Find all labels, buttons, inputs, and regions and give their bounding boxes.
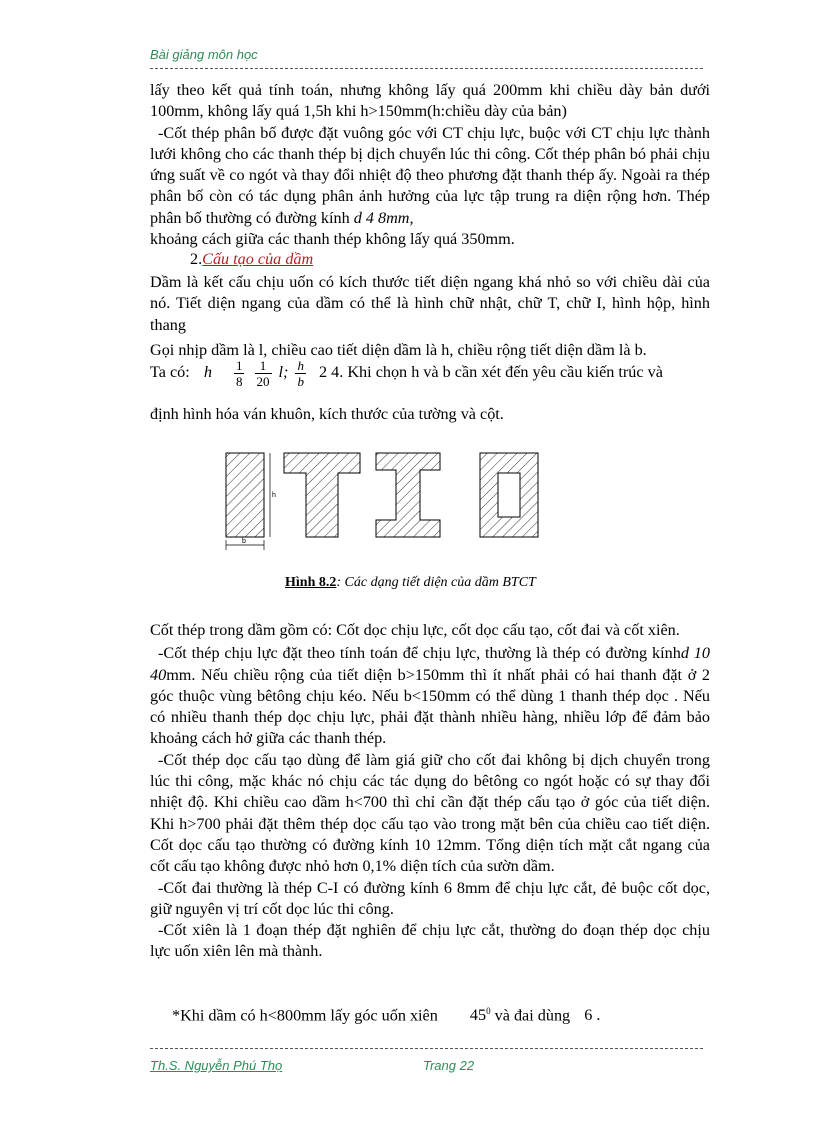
beam-sections-figure: [208, 445, 548, 560]
figure-caption: Hình 8.2: Các dạng tiết diện của dầm BTCT: [285, 575, 536, 590]
block-3: [150, 620, 710, 963]
footer-divider: [150, 1048, 703, 1049]
paragraph: -Cốt thép dọc cấu tạo dùng để làm giá giữ cho cốt đai không bị dịch chuyển trong lúc thi công, mặc khác nó chịu các tác dụng do bêtông co ngót hoặc có sự thay đổi nhiệt độ. Khi chiều cao dầm h<700 thì chỉ cần đặt thép cấu tạo ở góc của tiết diện. Khi h>700 phải đặt thêm thép dọc cấu tạo vào trong mặt bên của chiều cao tiết diện. Cốt dọc cấu tạo thường có đường kính 10 12mm. Tổng diện tích mặt cắt ngang của cốt cấu tạo không được nhỏ hơn 0,1% diện tích của sườn dầm.: [150, 750, 710, 876]
i-section: [376, 453, 440, 537]
block-1: [150, 80, 710, 250]
paragraph: lấy theo kết quả tính toán, nhưng không lấy quá 200mm khi chiều dày bản dưới 100mm, không lấy quá 1,5h khi h>150mm(h:chiều dày của bản): [150, 81, 710, 121]
paragraph: Gọi nhịp dầm là l, chiều cao tiết diện dầm là h, chiều rộng tiết diện dầm là b.: [150, 340, 647, 359]
b-label: b: [242, 538, 246, 545]
footer-page: Trang 22: [423, 1058, 475, 1073]
paragraph: Cốt thép trong dầm gồm có: Cốt dọc chịu lực, cốt dọc cấu tạo, cốt đai và cốt xiên.: [150, 621, 680, 639]
header-divider: [150, 68, 703, 69]
paragraph: khoảng cách giữa các thanh thép không lấy quá 350mm.: [150, 230, 515, 249]
paragraph: -Cốt thép chịu lực đặt theo tính toán để chịu lực, thường là thép có đường kínhd 10 40mm. Nếu chiều rộng của tiết diện b>150mm thì ít nhất phải có hai thanh đặt ở 2 góc thuộc vùng bêtông chịu kéo. Nếu b<150mm có thể dùng 1 thanh thép dọc . Nếu có nhiều thanh thép dọc chịu lực, phải đặt thành nhiều hàng, nhiều lớp để đảm bảo khoảng cách hở giữa các thanh thép.: [150, 644, 710, 748]
paragraph: -Cốt xiên là 1 đoạn thép đặt nghiên để chịu lực cắt, thường do đoạn thép dọc chịu lực uốn xiên lên mà thành.: [150, 921, 710, 961]
section-heading: 2.Cấu tạo của dầm: [190, 250, 314, 268]
t-section: [284, 453, 360, 537]
box-section: [480, 453, 538, 537]
footer-author: Th.S. Nguyễn Phú Thọ: [150, 1058, 283, 1073]
paragraph: -Cốt thép phân bố được đặt vuông góc với CT chịu lực, buộc với CT chịu lực thành lưới không cho các thanh thép bị dịch chuyển lúc thi công. Cốt thép phân bó phải chịu ứng suất về co ngót và thay đổi nhiệt độ theo phương đặt thanh thép ấy. Ngoài ra thép phân bố còn có tác dụng phân ảnh hưởng của lực tập trung ra diện rộng hơn. Thép phân bố thường có đường kính d 4 8mm,: [150, 123, 710, 227]
rect-section: [226, 453, 264, 537]
last-line: *Khi dầm có h<800mm lấy góc uốn xiên $45^0$ và đai dùng 6 .: [172, 1006, 601, 1025]
block-2: [150, 272, 710, 361]
paragraph: Dầm là kết cấu chịu uốn có kích thước tiết diện ngang khá nhỏ so với chiều dài của nó. Tiết diện ngang của dầm có thể là hình chữ nhật, chữ T, chữ I, hình hộp, hình thang: [150, 273, 710, 334]
paragraph: -Cốt đai thường là thép C-I có đường kính 6 8mm để chịu lực cắt, đẻ buộc cốt dọc, giữ nguyên vị trí cốt dọc lúc thi công.: [150, 878, 711, 918]
header-title: Bài giảng môn học: [150, 47, 258, 62]
formula-continuation: định hình hóa ván khuôn, kích thước của tường và cột.: [150, 405, 504, 423]
h-label: h: [272, 492, 276, 499]
formula-line: Ta có: h $\frac{1}{8}$ $\frac{1}{20}$ l; $\frac{h}{b}$ 2 4. Khi chọn h và b cần xét đến yêu cầu kiến trúc và: [150, 358, 663, 389]
